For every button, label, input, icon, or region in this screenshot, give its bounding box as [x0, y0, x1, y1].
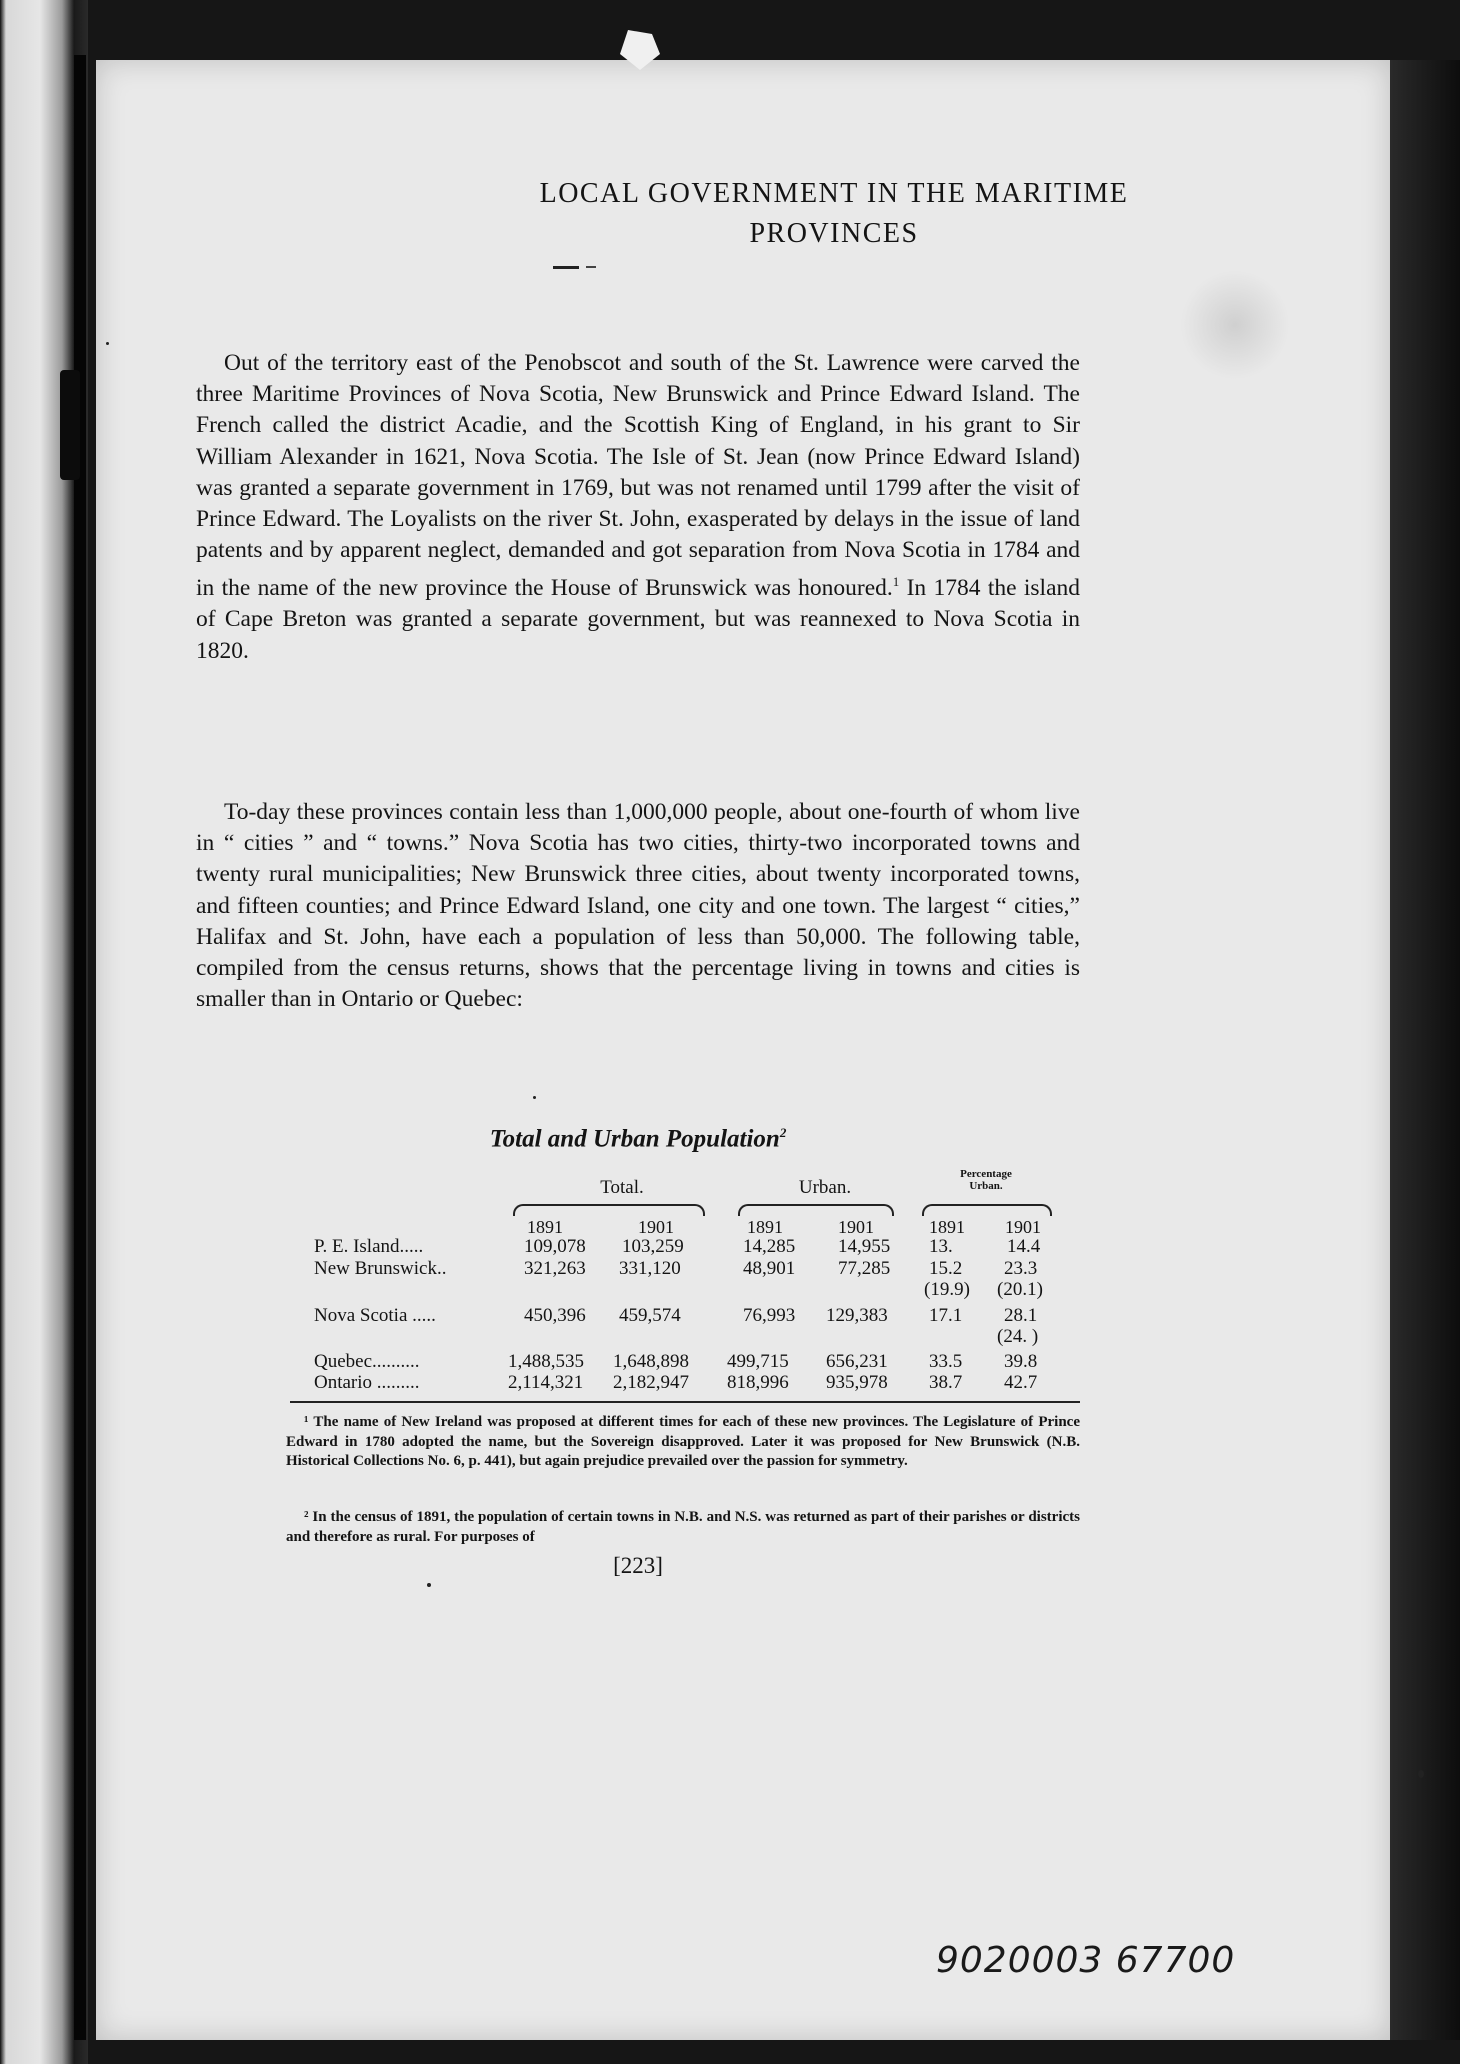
- brace-total: [513, 1204, 705, 1216]
- cell-ns-pct-1901: 28.1: [1004, 1305, 1038, 1326]
- footnote-1: ¹ The name of New Ireland was proposed at different times for each of these new provinces. The Legislature of Prince Edward in 1780 adopted the name, but the Sovereign disapproved. Later it was proposed for New Brunswick (N.B. Historical Collections No. 6, p. 441), but again prejudice prevailed over the passion for symmetry.: [286, 1414, 1080, 1469]
- cell-on-urban-1901: 935,978: [826, 1372, 888, 1393]
- cell-on-total-1901: 2,182,947: [613, 1372, 689, 1393]
- cell-qc-urban-1891: 499,715: [727, 1351, 789, 1372]
- ink-speck: [427, 1583, 431, 1587]
- group-header-urban: Urban.: [798, 1177, 852, 1198]
- page-stain: [1180, 270, 1290, 380]
- cell-on-pct-1891: 38.7: [929, 1372, 963, 1393]
- paragraph-1a: Out of the territory east of the Penobscot and south of the St. Lawrence were carved the three Maritime Provinces of Nova Scotia, New Brunswick and Prince Edward Island. The French called the district Acadie, and the Scottish King of England, in his grant to Sir William Alexander in 1621, Nova Scotia. The Isle of St. Jean (now Prince Edward Island) was granted a separate government in 1769, but was not renamed until 1799 after the visit of Prince Edward. The Loyalists on the river St. John, exasperated by delays in the issue of land patents and by apparent neglect, demanded and got separation from Nova Scotia in 1784 and in the name of the new province the House of Brunswick was honoured.: [196, 350, 1080, 602]
- cell-nb-pct-1901: 23.3: [1004, 1258, 1038, 1279]
- footnote-2: ² In the census of 1891, the population of certain towns in N.B. and N.S. was returned as part of their parishes or districts and therefore as rural. For purposes of: [286, 1509, 1080, 1545]
- cell-pei-total-1901: 103,259: [622, 1236, 684, 1257]
- year-pct-1891: 1891: [929, 1217, 965, 1237]
- year-total-1901: 1901: [638, 1217, 674, 1237]
- cell-ns-pct-1891: 17.1: [929, 1305, 963, 1326]
- title-rule-short: [586, 266, 596, 268]
- page-number: [223]: [613, 1553, 663, 1578]
- paragraph-2: To-day these provinces contain less than 1,000,000 people, about one-fourth of whom live in “ cities ” and “ towns.” Nova Scotia has two cities, thirty-two incorporated towns and twenty rural municipalities; New Brunswick three cities, about twenty incorporated towns, and fifteen counties; and Prince Edward Island, one city and one town. The largest “ cities,” Halifax and St. John, have each a population of less than 50,000. The following table, compiled from the census returns, shows that the percentage living in towns and cities is smaller than in Ontario or Quebec:: [196, 799, 1080, 1013]
- cell-pei-urban-1901: 14,955: [838, 1236, 891, 1257]
- cell-nb-total-1891: 321,263: [524, 1258, 586, 1279]
- spine-binding: [74, 55, 86, 2040]
- cell-nb-urban-1901: 77,285: [838, 1258, 891, 1279]
- cell-pei-total-1891: 109,078: [524, 1236, 586, 1257]
- paragraph-1: [196, 348, 1080, 667]
- cell-pei-pct-1901: 14.4: [1007, 1236, 1041, 1257]
- group-header-percentage-line2: Urban.: [969, 1180, 1003, 1192]
- year-urban-1891: 1891: [747, 1217, 783, 1237]
- brace-urban: [738, 1204, 894, 1216]
- title-rule: [553, 266, 579, 269]
- cell-ns-urban-1901: 129,383: [826, 1305, 888, 1326]
- group-header-percentage: [936, 1168, 1036, 1192]
- brace-percentage: [922, 1204, 1052, 1216]
- ink-speck: [106, 342, 109, 345]
- cell-nb-pct-1901-alt: (20.1): [997, 1279, 1043, 1300]
- cell-qc-pct-1891: 33.5: [929, 1351, 963, 1372]
- cell-qc-pct-1901: 39.8: [1004, 1351, 1038, 1372]
- binding-clip: [60, 370, 80, 480]
- year-pct-1901: 1901: [1005, 1217, 1041, 1237]
- cell-on-total-1891: 2,114,321: [508, 1372, 584, 1393]
- cell-qc-urban-1901: 656,231: [826, 1351, 888, 1372]
- cell-nb-urban-1891: 48,901: [743, 1258, 796, 1279]
- cell-on-urban-1891: 818,996: [727, 1372, 789, 1393]
- group-header-percentage-line1: Percentage: [960, 1168, 1012, 1180]
- group-header-total: Total.: [600, 1177, 644, 1198]
- table-title: [196, 1125, 1080, 1153]
- cell-pei-pct-1891: 13.: [929, 1236, 953, 1257]
- cell-ns-total-1901: 459,574: [619, 1305, 681, 1326]
- footnote-marker-1: 1: [892, 574, 900, 590]
- ink-speck: [533, 1096, 536, 1099]
- cell-qc-total-1891: 1,488,535: [508, 1351, 584, 1372]
- cell-nb-total-1901: 331,120: [619, 1258, 681, 1279]
- row-label-nova-scotia: Nova Scotia .....: [314, 1305, 436, 1326]
- page-title-line-1: LOCAL GOVERNMENT IN THE MARITIME: [539, 178, 1129, 209]
- cell-qc-total-1901: 1,648,898: [613, 1351, 689, 1372]
- footnote-marker-2: 2: [779, 1125, 787, 1140]
- table-bottom-rule: [290, 1401, 1080, 1403]
- cell-ns-total-1891: 450,396: [524, 1305, 586, 1326]
- handwritten-catalog-number: 9020003 67700: [936, 1940, 1236, 1981]
- row-label-quebec: Quebec..........: [314, 1351, 420, 1372]
- cell-nb-pct-1891-alt: (19.9): [924, 1279, 970, 1300]
- cell-nb-pct-1891: 15.2: [929, 1258, 963, 1279]
- page-edge-shadow: [1390, 60, 1460, 2040]
- year-total-1891: 1891: [527, 1217, 563, 1237]
- row-label-new-brunswick: New Brunswick..: [314, 1258, 447, 1279]
- year-urban-1901: 1901: [838, 1217, 874, 1237]
- page-title-line-2: PROVINCES: [749, 218, 919, 249]
- cell-ns-urban-1891: 76,993: [743, 1305, 796, 1326]
- paragraph-1b: In 1784 the island of Cape Breton was granted a separate government, but was reannexed to Nova Scotia in 1820.: [196, 575, 1081, 664]
- row-label-ontario: Ontario .........: [314, 1372, 420, 1393]
- cell-on-pct-1901: 42.7: [1004, 1372, 1038, 1393]
- cell-pei-urban-1891: 14,285: [743, 1236, 796, 1257]
- row-label-pei: P. E. Island.....: [314, 1236, 424, 1257]
- cell-ns-pct-1901-alt: (24. ): [997, 1326, 1039, 1347]
- table-title-text: Total and Urban Population: [489, 1125, 780, 1153]
- ink-speck: [1418, 1770, 1424, 1778]
